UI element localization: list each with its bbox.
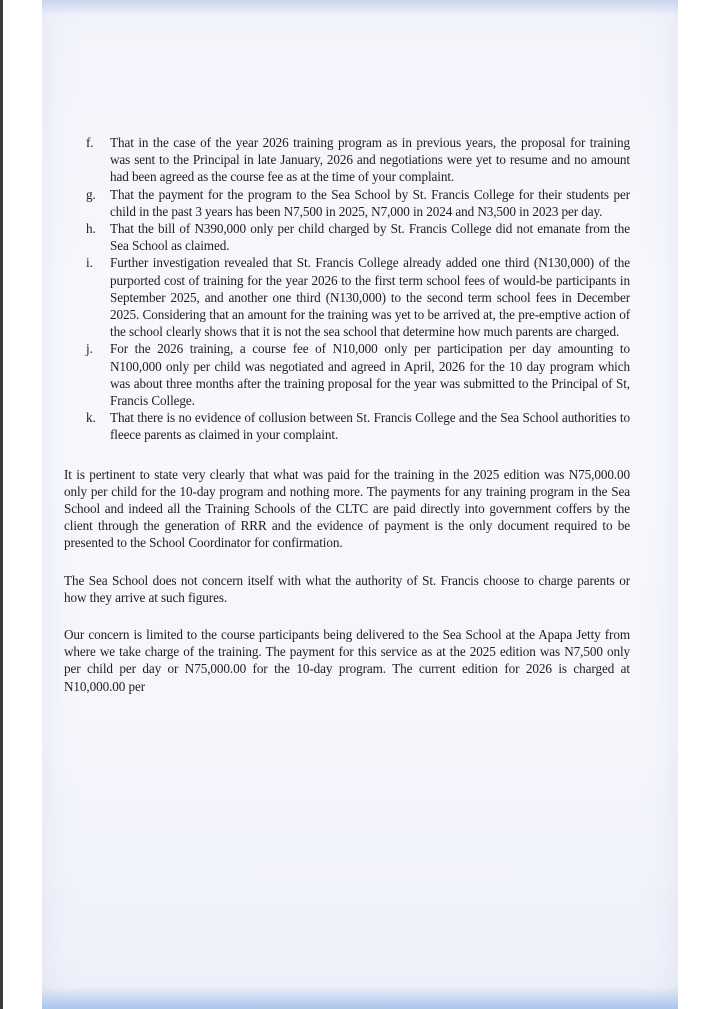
list-marker: g.: [86, 186, 96, 202]
paragraph-our-concern: Our concern is limited to the course participants being delivered to the Sea School at the Apapa Jetty from where we take charge of the training. The payment for this service as at the 2025 edition was N7,500 only per child per day or N75,000.00 for the 10-day program. The current edition for 2026 is charged at N10,000.00 per: [64, 627, 630, 694]
document-body: [64, 134, 630, 695]
page-top-shadow: [42, 0, 678, 14]
list-item: [64, 186, 630, 220]
list-item: [64, 220, 630, 254]
list-item-text: For the 2026 training, a course fee of N10,000 only per participation per day amounting to N100,000 only per child was negotiated and agreed in April, 2026 for the 10 day program which was about three months after the training proposal for the year was submitted to the Principal of St, Francis College.: [110, 341, 630, 409]
page-bottom-shadow: [42, 987, 678, 1009]
list-marker: k.: [86, 410, 96, 426]
paragraph-payment-statement: It is pertinent to state very clearly that what was paid for the training in the 2025 edition was N75,000.00 only per child for the 10-day program and nothing more. The payments for any training program in the Sea School and indeed all the Training Schools of the CLTC are paid directly into government coffers by the client through the generation of RRR and the evidence of payment is the only document required to be presented to the School Coordinator for confirmation.: [64, 466, 630, 551]
list-marker: i.: [86, 255, 93, 271]
list-item-text: That there is no evidence of collusion between St. Francis College and the Sea School authorities to fleece parents as claimed in your complaint.: [110, 410, 630, 443]
list-item-text: That the payment for the program to the Sea School by St. Francis College for their students per child in the past 3 years has been N7,500 in 2025, N7,000 in 2024 and N3,500 in 2023 per day.: [110, 186, 630, 219]
findings-list: [64, 134, 630, 444]
list-item-text: That the bill of N390,000 only per child charged by St. Francis College did not emanate from the Sea School as claimed.: [110, 221, 630, 254]
list-marker: j.: [86, 341, 93, 357]
list-marker: h.: [86, 221, 96, 237]
list-item-text: Further investigation revealed that St. Francis College already added one third (N130,000) of the purported cost of training for the year 2026 to the first term school fees of would-be participants in September 2025, and another one third (N130,000) to the second term school fees in December 2025. Considering that an amount for the training was yet to be arrived at, the pre-emptive action of the school clearly shows that it is not the sea school that determine how much parents are charged.: [110, 255, 630, 340]
spacer: [64, 444, 630, 466]
paragraph-sea-school-position: The Sea School does not concern itself with what the authority of St. Francis choose to charge parents or how they arrive at such figures.: [64, 572, 630, 605]
list-marker: f.: [86, 135, 94, 150]
photo-left-edge: [0, 0, 3, 1009]
list-item: [64, 134, 630, 186]
list-item: [64, 254, 630, 340]
list-item: [64, 340, 630, 409]
list-item: [64, 409, 630, 443]
list-item-text: That in the case of the year 2026 training program as in previous years, the proposal for training was sent to the Principal in late January, 2026 and negotiations were yet to resume and no amount had been agreed as the course fee as at the time of your complaint.: [110, 135, 630, 185]
spacer: [64, 606, 630, 626]
spacer: [64, 552, 630, 572]
